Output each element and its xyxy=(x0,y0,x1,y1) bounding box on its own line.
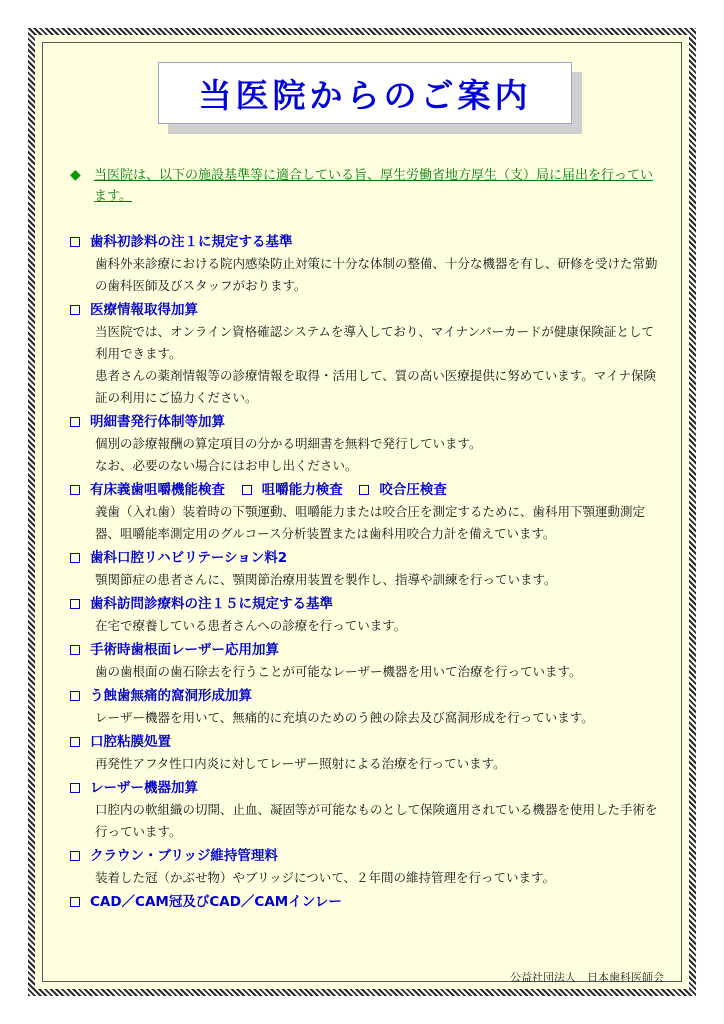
checkbox-icon xyxy=(359,485,369,495)
checkbox-icon xyxy=(70,783,80,793)
list-item xyxy=(70,891,665,913)
item-desc: 顎関節症の患者さんに、顎関節治療用装置を製作し、指導や訓練を行っています。 xyxy=(95,572,557,587)
item-heading: CAD／CAM冠及びCAD／CAMインレー xyxy=(90,894,342,910)
item-heading: 有床義歯咀嚼機能検査 xyxy=(90,482,225,498)
checkbox-icon xyxy=(70,897,80,907)
checkbox-icon xyxy=(70,851,80,861)
item-desc: 個別の診療報酬の算定項目の分かる明細書を無料で発行しています。 xyxy=(95,436,482,451)
item-heading-2: 咀嚼能力検査 xyxy=(261,482,343,498)
footer-organization: 公益社団法人 日本歯科医師会 xyxy=(510,971,664,984)
item-desc: 在宅で療養している患者さんへの診療を行っています。 xyxy=(95,618,407,633)
checkbox-icon xyxy=(70,599,80,609)
item-desc: 口腔内の軟組織の切開、止血、凝固等が可能なものとして保険適用されている機器を使用した手術を行っています。 xyxy=(95,802,658,839)
item-heading: 口腔粘膜処置 xyxy=(90,734,171,750)
list-item xyxy=(70,777,665,843)
item-heading: 医療情報取得加算 xyxy=(90,302,198,318)
item-desc: なお、必要のない場合にはお申し出ください。 xyxy=(95,458,358,473)
list-item xyxy=(70,231,665,297)
list-item xyxy=(70,411,665,477)
item-desc: 歯科外来診療における院内感染防止対策に十分な体制の整備、十分な機器を有し、研修を受けた常勤の歯科医師及びスタッフがおります。 xyxy=(95,256,658,293)
item-desc: 患者さんの薬剤情報等の診療情報を取得・活用して、質の高い医療提供に努めています。マイナ保険証の利用にご協力ください。 xyxy=(95,368,657,405)
page-title: 当医院からのご案内 xyxy=(198,75,532,115)
intro-notice xyxy=(70,165,665,207)
item-heading: 手術時歯根面レーザー応用加算 xyxy=(90,642,279,658)
title-box xyxy=(158,62,572,124)
item-heading-3: 咬合圧検査 xyxy=(379,482,447,498)
item-heading: 歯科口腔リハビリテーション料2 xyxy=(90,550,288,566)
checkbox-icon xyxy=(70,305,80,315)
item-desc: 当医院では、オンライン資格確認システムを導入しており、マイナンバーカードが健康保険証として利用できます。 xyxy=(95,324,654,361)
checkbox-icon xyxy=(242,485,252,495)
list-item xyxy=(70,479,665,545)
list-item xyxy=(70,731,665,775)
checkbox-icon xyxy=(70,485,80,495)
checkbox-icon xyxy=(70,737,80,747)
item-desc: レーザー機器を用いて、無痛的に充填のためのう蝕の除去及び窩洞形成を行っています。 xyxy=(95,710,594,725)
list-item xyxy=(70,845,665,889)
checkbox-icon xyxy=(70,417,80,427)
checkbox-icon xyxy=(70,645,80,655)
standards-list xyxy=(70,231,665,915)
checkbox-icon xyxy=(70,237,80,247)
diamond-bullet-icon: ◆ xyxy=(70,167,81,183)
list-item xyxy=(70,685,665,729)
item-heading: 歯科訪問診療料の注１５に規定する基準 xyxy=(90,596,333,612)
item-heading: 歯科初診料の注１に規定する基準 xyxy=(90,234,293,250)
item-desc: 歯の歯根面の歯石除去を行うことが可能なレーザー機器を用いて治療を行っています。 xyxy=(95,664,582,679)
item-desc: 装着した冠（かぶせ物）やブリッジについて、２年間の維持管理を行っています。 xyxy=(95,870,556,885)
checkbox-icon xyxy=(70,691,80,701)
list-item xyxy=(70,593,665,637)
item-heading: クラウン・ブリッジ維持管理料 xyxy=(90,848,278,864)
list-item xyxy=(70,639,665,683)
list-item xyxy=(70,547,665,591)
item-heading: レーザー機器加算 xyxy=(90,780,198,796)
checkbox-icon xyxy=(70,553,80,563)
intro-text: 当医院は、以下の施設基準等に適合している旨、厚生労働省地方厚生（支）局に届出を行っています。 xyxy=(94,168,654,204)
item-heading: う蝕歯無痛的窩洞形成加算 xyxy=(90,688,252,704)
item-desc: 義歯（入れ歯）装着時の下顎運動、咀嚼能力または咬合圧を測定するために、歯科用下顎運動測定器、咀嚼能率測定用のグルコース分析装置または歯科用咬合力計を備えています。 xyxy=(95,504,646,541)
list-item xyxy=(70,299,665,409)
item-desc: 再発性アフタ性口内炎に対してレーザー照射による治療を行っています。 xyxy=(95,756,506,771)
item-heading: 明細書発行体制等加算 xyxy=(90,414,225,430)
